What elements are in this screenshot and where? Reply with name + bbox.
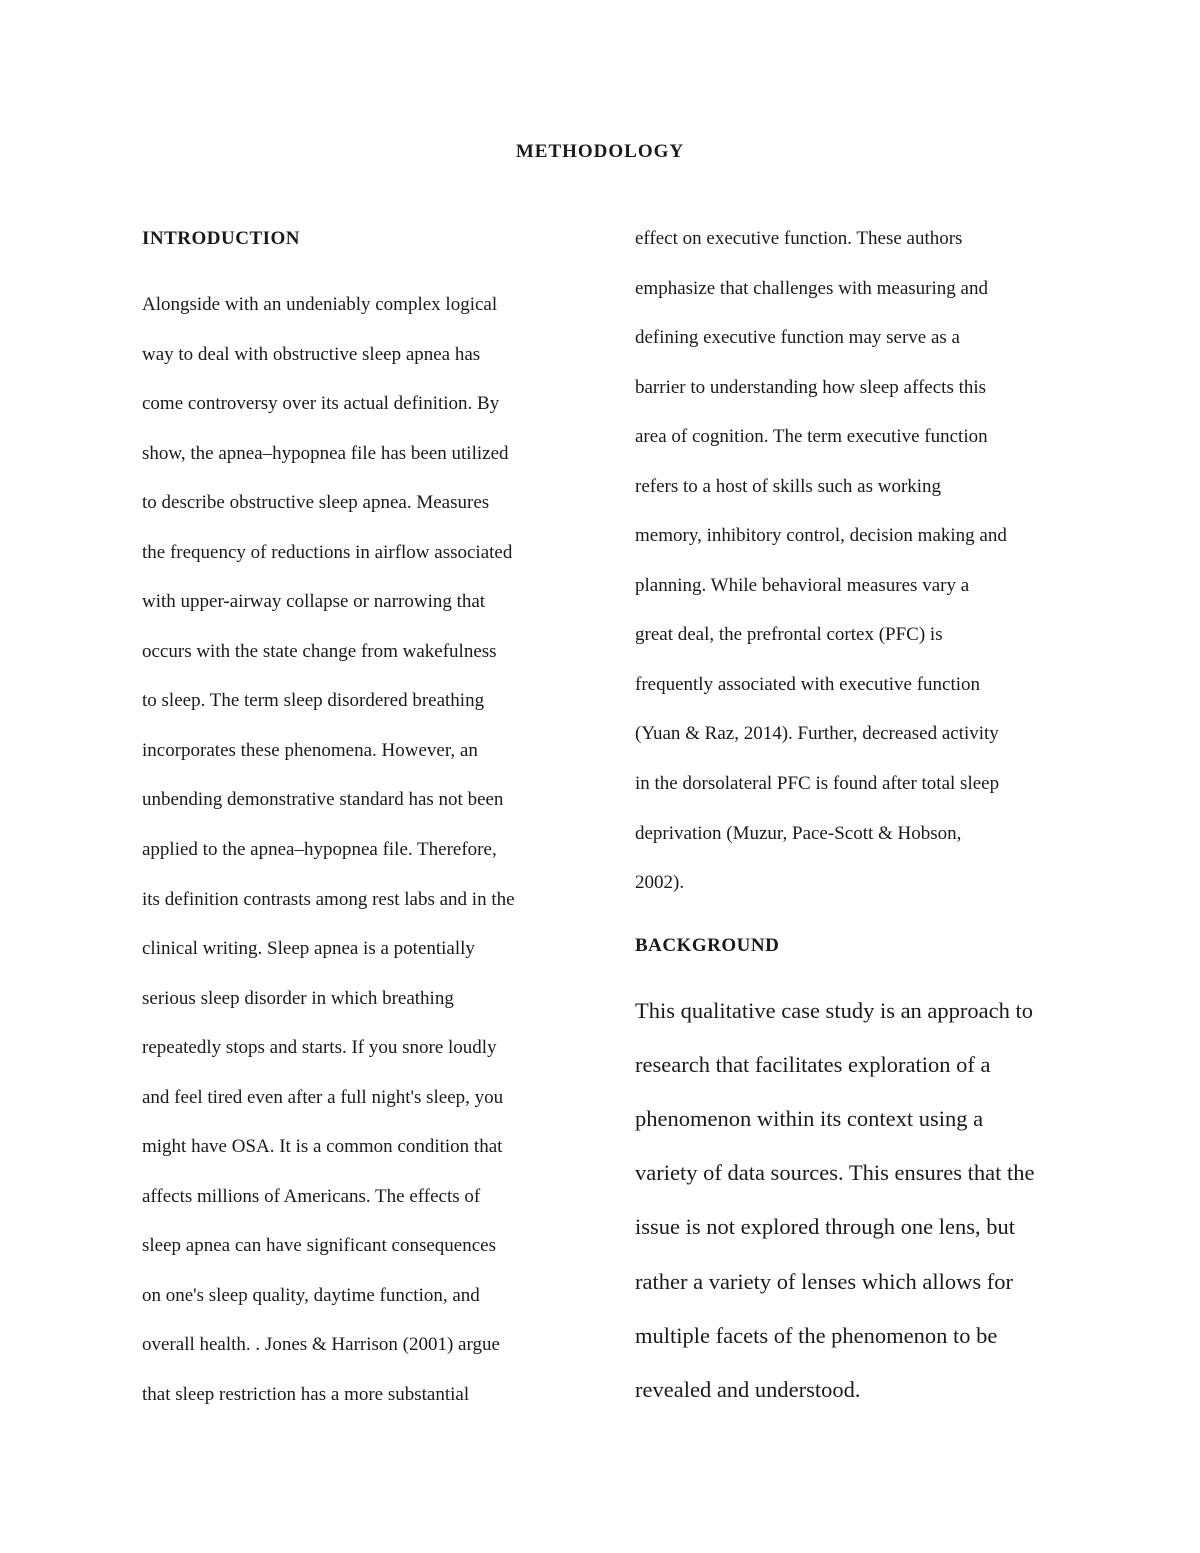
paragraph-line: the frequency of reductions in airflow associated [142,541,513,563]
paragraph-line: clinical writing. Sleep apnea is a potentially [142,938,475,960]
paragraph-line: unbending demonstrative standard has not been [142,789,504,811]
paragraph-line: planning. While behavioral measures vary a [635,574,970,596]
paragraph-line: variety of data sources. This ensures that the [635,1160,1035,1186]
paragraph-line: rather a variety of lenses which allows for [635,1268,1013,1294]
paragraph-line: on one's sleep quality, daytime function, and [142,1284,480,1306]
paragraph-line: emphasize that challenges with measuring and [635,277,988,299]
paragraph-line: This qualitative case study is an approach to [635,997,1034,1023]
paragraph-line: repeatedly stops and starts. If you snore loudly [142,1037,497,1059]
paragraph-line: in the dorsolateral PFC is found after total sleep [635,773,1000,795]
paragraph-line: phenomenon within its context using a [635,1106,984,1132]
page-title: METHODOLOGY [515,141,685,162]
paragraph-line: barrier to understanding how sleep affects this [635,376,987,398]
paragraph-line: its definition contrasts among rest labs and in the [142,888,515,910]
paragraph-line: incorporates these phenomena. However, an [142,739,478,761]
paragraph-line: refers to a host of skills such as working [635,475,942,497]
paragraph-line: frequently associated with executive function [635,673,981,695]
paragraph-line: memory, inhibitory control, decision making and [635,525,1007,547]
paragraph-line: deprivation (Muzur, Pace-Scott & Hobson, [635,822,962,844]
paragraph-line: that sleep restriction has a more substantial [142,1384,470,1406]
paragraph-line: occurs with the state change from wakefulness [142,640,497,662]
paragraph-line: way to deal with obstructive sleep apnea has [142,343,481,365]
paragraph-line: serious sleep disorder in which breathing [142,987,454,1009]
paragraph-line: Alongside with an undeniably complex logical [142,294,498,315]
background-paragraph [635,997,1075,1431]
paragraph-line: to sleep. The term sleep disordered breathing [142,690,485,712]
left-column [142,226,582,1432]
paragraph-line: multiple facets of the phenomenon to be [635,1322,998,1348]
paragraph-line: research that facilitates exploration of a [635,1051,991,1077]
paragraph-line: revealed and understood. [635,1376,861,1402]
paragraph-line: and feel tired even after a full night's sleep, you [142,1086,504,1108]
paragraph-line: applied to the apnea–hypopnea file. Therefore, [142,839,497,861]
right-column [635,226,1075,1430]
paragraph-line: to describe obstructive sleep apnea. Measures [142,492,490,514]
introduction-heading: INTRODUCTION [142,228,301,249]
paragraph-line: with upper-airway collapse or narrowing that [142,591,486,613]
paragraph-line: issue is not explored through one lens, but [635,1214,1015,1240]
paragraph-line: sleep apnea can have significant consequences [142,1235,496,1257]
paragraph-line: show, the apnea–hypopnea file has been utilized [142,442,509,464]
paragraph-line: defining executive function may serve as a [635,327,960,349]
paragraph-line: great deal, the prefrontal cortex (PFC) is [635,624,943,646]
paragraph-line: area of cognition. The term executive function [635,426,988,448]
introduction-paragraph [142,292,582,1432]
paragraph-line: affects millions of Americans. The effects of [142,1185,481,1207]
introduction-paragraph-continued [635,226,1075,920]
paragraph-line: (Yuan & Raz, 2014). Further, decreased activity [635,723,999,745]
paragraph-line: might have OSA. It is a common condition that [142,1136,503,1158]
paragraph-line: 2002). [635,872,685,894]
paragraph-line: overall health. . Jones & Harrison (2001) argue [142,1334,500,1356]
background-heading: BACKGROUND [635,934,780,956]
paragraph-line: effect on executive function. These authors [635,228,963,249]
paragraph-line: come controversy over its actual definition. By [142,393,500,415]
